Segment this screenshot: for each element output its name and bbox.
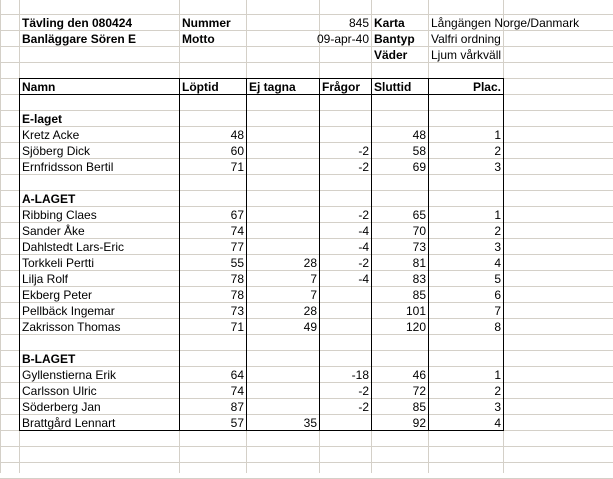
final-time-cell[interactable]: 58 <box>412 144 426 158</box>
motto-value[interactable]: 09-apr-40 <box>316 32 369 46</box>
run-time-cell[interactable]: 78 <box>230 288 244 302</box>
questions-cell[interactable]: -18 <box>351 368 369 382</box>
grid-row-line <box>0 446 613 447</box>
placement-cell[interactable]: 3 <box>494 400 501 414</box>
not-taken-cell[interactable] <box>247 399 319 415</box>
column-header-name[interactable]: Namn <box>22 80 56 94</box>
run-time-cell[interactable]: 71 <box>230 320 244 334</box>
not-taken-cell[interactable] <box>247 239 319 255</box>
questions-cell[interactable]: -4 <box>358 272 369 286</box>
run-time-cell[interactable]: 57 <box>230 416 244 430</box>
final-time-cell[interactable]: 70 <box>412 224 426 238</box>
placement-cell[interactable]: 3 <box>494 160 501 174</box>
placement-cell[interactable]: 1 <box>494 128 501 142</box>
not-taken-cell[interactable]: 7 <box>310 272 317 286</box>
questions-cell[interactable]: -2 <box>358 160 369 174</box>
run-time-cell[interactable]: 60 <box>230 144 244 158</box>
grid-column-line <box>0 0 1 473</box>
name-cell[interactable]: Pellbäck Ingemar <box>22 304 115 318</box>
group-title[interactable]: E-laget <box>22 112 63 126</box>
not-taken-cell[interactable] <box>247 127 319 143</box>
name-cell[interactable]: Ernfridsson Bertil <box>22 160 114 174</box>
not-taken-cell[interactable] <box>247 223 319 239</box>
not-taken-cell[interactable]: 35 <box>303 416 317 430</box>
column-header-fragor[interactable]: Frågor <box>322 80 361 94</box>
grid-column-line <box>503 0 504 473</box>
weather-value[interactable]: Ljum vårkväll <box>431 48 502 62</box>
not-taken-cell[interactable]: 28 <box>303 304 317 318</box>
name-cell[interactable]: Torkkeli Pertti <box>22 256 95 270</box>
name-cell[interactable]: Kretz Acke <box>22 128 80 142</box>
placement-cell[interactable]: 4 <box>494 256 501 270</box>
name-cell[interactable]: Dahlstedt Lars-Eric <box>22 240 125 254</box>
run-time-cell[interactable]: 87 <box>230 400 244 414</box>
name-cell[interactable]: Gyllenstierna Erik <box>22 368 117 382</box>
not-taken-cell[interactable]: 7 <box>310 288 317 302</box>
final-time-cell[interactable]: 72 <box>412 384 426 398</box>
final-time-cell[interactable]: 69 <box>412 160 426 174</box>
event-label[interactable]: Tävling den 080424 <box>22 16 133 30</box>
column-header-lop[interactable]: Löptid <box>182 80 219 94</box>
number-label[interactable]: Nummer <box>182 16 231 30</box>
name-cell[interactable]: Sander Åke <box>22 224 85 238</box>
placement-cell[interactable]: 2 <box>494 224 501 238</box>
name-cell[interactable]: Ribbing Claes <box>22 208 97 222</box>
final-time-cell[interactable]: 92 <box>412 416 426 430</box>
final-time-cell[interactable]: 81 <box>412 256 426 270</box>
map-value[interactable]: Långängen Norge/Danmark <box>431 16 580 30</box>
questions-cell[interactable]: -2 <box>358 208 369 222</box>
not-taken-cell[interactable]: 49 <box>303 320 317 334</box>
placement-cell[interactable]: 4 <box>494 416 501 430</box>
placement-cell[interactable]: 6 <box>494 288 501 302</box>
not-taken-cell[interactable] <box>247 367 319 383</box>
course-setter-label[interactable]: Banläggare Sören E <box>22 32 137 46</box>
placement-cell[interactable]: 7 <box>494 304 501 318</box>
run-time-cell[interactable]: 55 <box>230 256 244 270</box>
placement-cell[interactable]: 2 <box>494 384 501 398</box>
questions-cell[interactable] <box>320 415 371 431</box>
run-time-cell[interactable]: 77 <box>230 240 244 254</box>
run-time-cell[interactable]: 48 <box>230 128 244 142</box>
run-time-cell[interactable]: 71 <box>230 160 244 174</box>
name-cell[interactable]: Zakrisson Thomas <box>22 320 121 334</box>
final-time-cell[interactable]: 85 <box>412 288 426 302</box>
run-time-cell[interactable]: 73 <box>230 304 244 318</box>
placement-cell[interactable]: 8 <box>494 320 501 334</box>
course-type-value[interactable]: Valfri ordning <box>431 32 501 46</box>
final-time-cell[interactable]: 46 <box>412 368 426 382</box>
motto-label[interactable]: Motto <box>182 32 215 46</box>
name-cell[interactable]: Brattgård Lennart <box>22 416 116 430</box>
final-time-cell[interactable]: 101 <box>405 304 426 318</box>
questions-cell[interactable]: -2 <box>358 144 369 158</box>
placement-cell[interactable]: 5 <box>494 272 501 286</box>
name-cell[interactable]: Carlsson Ulric <box>22 384 97 398</box>
questions-cell[interactable]: -2 <box>358 400 369 414</box>
name-cell[interactable]: Sjöberg Dick <box>22 144 91 158</box>
questions-cell[interactable] <box>320 303 371 319</box>
final-time-cell[interactable]: 65 <box>412 208 426 222</box>
questions-cell[interactable]: -4 <box>358 224 369 238</box>
column-header-plac[interactable]: Plac. <box>472 80 501 94</box>
questions-cell[interactable]: -4 <box>358 240 369 254</box>
map-label[interactable]: Karta <box>374 16 405 30</box>
placement-cell[interactable]: 2 <box>494 144 501 158</box>
run-time-cell[interactable]: 74 <box>230 224 244 238</box>
questions-cell[interactable] <box>320 319 371 335</box>
number-value[interactable]: 845 <box>348 16 369 30</box>
group-title[interactable]: A-LAGET <box>22 192 76 206</box>
questions-cell[interactable]: -2 <box>358 384 369 398</box>
name-cell[interactable]: Ekberg Peter <box>22 288 93 302</box>
not-taken-cell[interactable]: 28 <box>303 256 317 270</box>
placement-cell[interactable]: 3 <box>494 240 501 254</box>
not-taken-cell[interactable] <box>247 159 319 175</box>
run-time-cell[interactable]: 78 <box>230 272 244 286</box>
questions-cell[interactable] <box>320 127 371 143</box>
placement-cell[interactable]: 1 <box>494 208 501 222</box>
name-cell[interactable]: Lilja Rolf <box>22 272 69 286</box>
final-time-cell[interactable]: 120 <box>405 320 426 334</box>
final-time-cell[interactable]: 83 <box>412 272 426 286</box>
not-taken-cell[interactable] <box>247 207 319 223</box>
not-taken-cell[interactable] <box>247 383 319 399</box>
not-taken-cell[interactable] <box>247 143 319 159</box>
final-time-cell[interactable]: 73 <box>412 240 426 254</box>
run-time-cell[interactable]: 67 <box>230 208 244 222</box>
name-cell[interactable]: Söderberg Jan <box>22 400 101 414</box>
questions-cell[interactable] <box>320 287 371 303</box>
group-title[interactable]: B-LAGET <box>22 352 76 366</box>
run-time-cell[interactable]: 64 <box>230 368 244 382</box>
final-time-cell[interactable]: 48 <box>412 128 426 142</box>
column-header-ej[interactable]: Ej tagna <box>249 80 296 94</box>
final-time-cell[interactable]: 85 <box>412 400 426 414</box>
grid-row-line <box>0 462 613 463</box>
questions-cell[interactable]: -2 <box>358 256 369 270</box>
run-time-cell[interactable]: 74 <box>230 384 244 398</box>
placement-cell[interactable]: 1 <box>494 368 501 382</box>
weather-label[interactable]: Väder <box>374 48 408 62</box>
course-type-label[interactable]: Bantyp <box>374 32 415 46</box>
column-header-slut[interactable]: Sluttid <box>374 80 412 94</box>
